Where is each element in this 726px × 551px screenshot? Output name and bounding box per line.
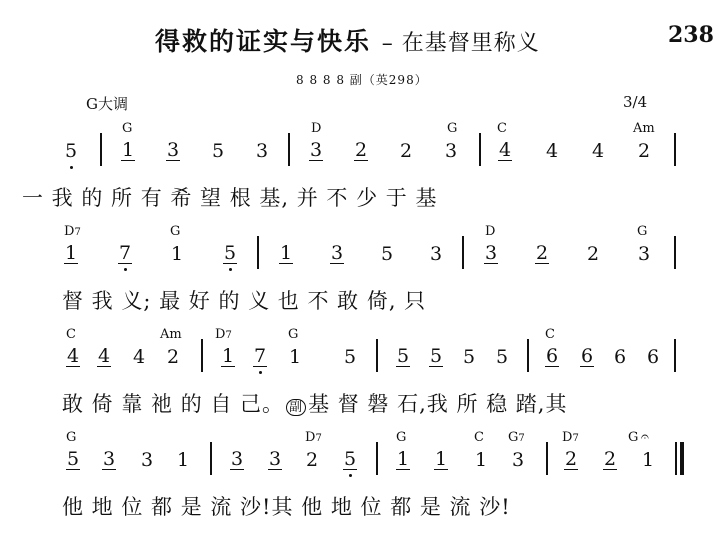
chord-symbol: D7 xyxy=(562,430,579,445)
chord-symbol: D7 xyxy=(64,224,81,239)
note: 5 xyxy=(66,448,80,470)
chord-symbol: G xyxy=(288,327,299,342)
chord-symbol: G xyxy=(637,224,648,239)
final-barline-thick xyxy=(680,442,684,475)
note: 5 xyxy=(495,346,509,368)
chord-symbol: G xyxy=(628,430,639,445)
lyric-line: 督 我 义; 最 好 的 义 也 不 敢 倚, 只 xyxy=(62,289,427,313)
chord-seventh: 7 xyxy=(74,227,81,238)
lyric-line: 一 我 的 所 有 希 望 根 基, 并 不 少 于 基 xyxy=(22,186,438,210)
chord-symbol: D7 xyxy=(305,430,322,445)
chord-symbol: G xyxy=(396,430,407,445)
octave-dot xyxy=(229,268,232,271)
chord-symbol: C xyxy=(474,430,484,445)
lyric-line: 敢 倚 靠 祂 的 自 己。 副 基 督 磐 石,我 所 稳 踏,其 xyxy=(62,392,568,416)
barline xyxy=(376,442,378,475)
chord-symbol: D xyxy=(485,224,496,239)
note: 3 xyxy=(166,139,180,161)
note: 6 xyxy=(580,345,594,367)
note: 4 xyxy=(66,345,80,367)
chord-seventh: 7 xyxy=(518,433,525,444)
note: 1 xyxy=(170,243,184,265)
chord-symbol: C xyxy=(497,121,507,136)
final-barline-thin xyxy=(675,442,677,475)
lyric-refrain: 基 督 磐 石,我 所 稳 踏,其 xyxy=(308,392,568,416)
note: 3 xyxy=(102,448,116,470)
note: 7 xyxy=(118,243,132,264)
note: 4 xyxy=(545,140,559,162)
barline xyxy=(288,133,290,166)
note: 3 xyxy=(268,448,282,470)
time-signature: 3/4 xyxy=(623,93,648,111)
barline xyxy=(201,339,203,372)
lyric-line: 他 地 位 都 是 流 沙!其 他 地 位 都 是 流 沙! xyxy=(62,495,511,519)
chord-symbol: G xyxy=(122,121,133,136)
note: 5 xyxy=(343,449,357,470)
chord-symbol: Am xyxy=(160,327,182,342)
barline xyxy=(100,133,102,166)
note: 1 xyxy=(474,449,488,471)
note: 1 xyxy=(121,139,135,161)
note: 7 xyxy=(253,346,267,367)
refrain-mark: 副 xyxy=(286,399,306,416)
note: 1 xyxy=(641,449,655,471)
note: 2 xyxy=(535,242,549,264)
note: 5 xyxy=(64,140,78,162)
fermata-symbol: 𝄐 xyxy=(641,429,649,445)
note: 3 xyxy=(637,243,651,265)
chord-symbol: D xyxy=(311,121,322,136)
hymn-title xyxy=(155,22,540,58)
note: 2 xyxy=(637,140,651,162)
note: 1 xyxy=(434,448,448,470)
chord-symbol: G xyxy=(447,121,458,136)
chord-symbol: Am xyxy=(633,121,655,136)
note: 5 xyxy=(462,346,476,368)
barline xyxy=(210,442,212,475)
note: 4 xyxy=(97,345,111,367)
note: 5 xyxy=(223,243,237,264)
barline xyxy=(479,133,481,166)
note: 2 xyxy=(603,448,617,470)
note: 1 xyxy=(64,242,78,264)
octave-dot xyxy=(70,166,73,169)
note: 3 xyxy=(230,448,244,470)
note: 2 xyxy=(305,449,319,471)
barline xyxy=(674,339,676,372)
note: 6 xyxy=(545,345,559,367)
chord-seventh: 7 xyxy=(572,433,579,444)
note: 1 xyxy=(221,345,235,367)
note: 3 xyxy=(140,449,154,471)
meter-line: 8 8 8 8 副（英298） xyxy=(296,73,428,87)
hymn-number: 238 xyxy=(668,22,714,48)
octave-dot xyxy=(349,474,352,477)
note: 3 xyxy=(309,139,323,161)
note: 2 xyxy=(564,448,578,470)
barline xyxy=(376,339,378,372)
note: 5 xyxy=(380,243,394,265)
chord-symbol: G xyxy=(66,430,77,445)
note: 6 xyxy=(613,346,627,368)
chord-symbol: C xyxy=(545,327,555,342)
octave-dot xyxy=(259,371,262,374)
note: 4 xyxy=(591,140,605,162)
note: 4 xyxy=(132,346,146,368)
note: 5 xyxy=(396,345,410,367)
barline xyxy=(674,133,676,166)
note: 3 xyxy=(444,140,458,162)
chord-symbol: G xyxy=(170,224,181,239)
title-main: 得救的证实与快乐 xyxy=(155,27,372,56)
octave-dot xyxy=(124,268,127,271)
note: 2 xyxy=(166,346,180,368)
note: 5 xyxy=(429,345,443,367)
note: 3 xyxy=(511,449,525,471)
note: 1 xyxy=(176,449,190,471)
chord-seventh: 7 xyxy=(315,433,322,444)
note: 1 xyxy=(288,346,302,368)
note: 3 xyxy=(429,243,443,265)
chord-symbol: G7 xyxy=(508,430,525,445)
chord-seventh: 7 xyxy=(225,330,232,341)
key-signature: G大调 xyxy=(86,95,128,113)
note: 2 xyxy=(354,139,368,161)
note: 3 xyxy=(330,242,344,264)
note: 4 xyxy=(498,139,512,161)
barline xyxy=(546,442,548,475)
note: 3 xyxy=(255,140,269,162)
note: 3 xyxy=(484,242,498,264)
note: 2 xyxy=(399,140,413,162)
barline xyxy=(257,236,259,269)
note: 6 xyxy=(646,346,660,368)
barline xyxy=(462,236,464,269)
barline xyxy=(674,236,676,269)
note: 2 xyxy=(586,243,600,265)
barline xyxy=(527,339,529,372)
chord-symbol: D7 xyxy=(215,327,232,342)
note: 1 xyxy=(396,448,410,470)
note: 5 xyxy=(211,140,225,162)
note: 1 xyxy=(279,242,293,264)
title-subtitle: – 在基督里称义 xyxy=(381,31,540,56)
chord-symbol: C xyxy=(66,327,76,342)
note: 5 xyxy=(343,346,357,368)
